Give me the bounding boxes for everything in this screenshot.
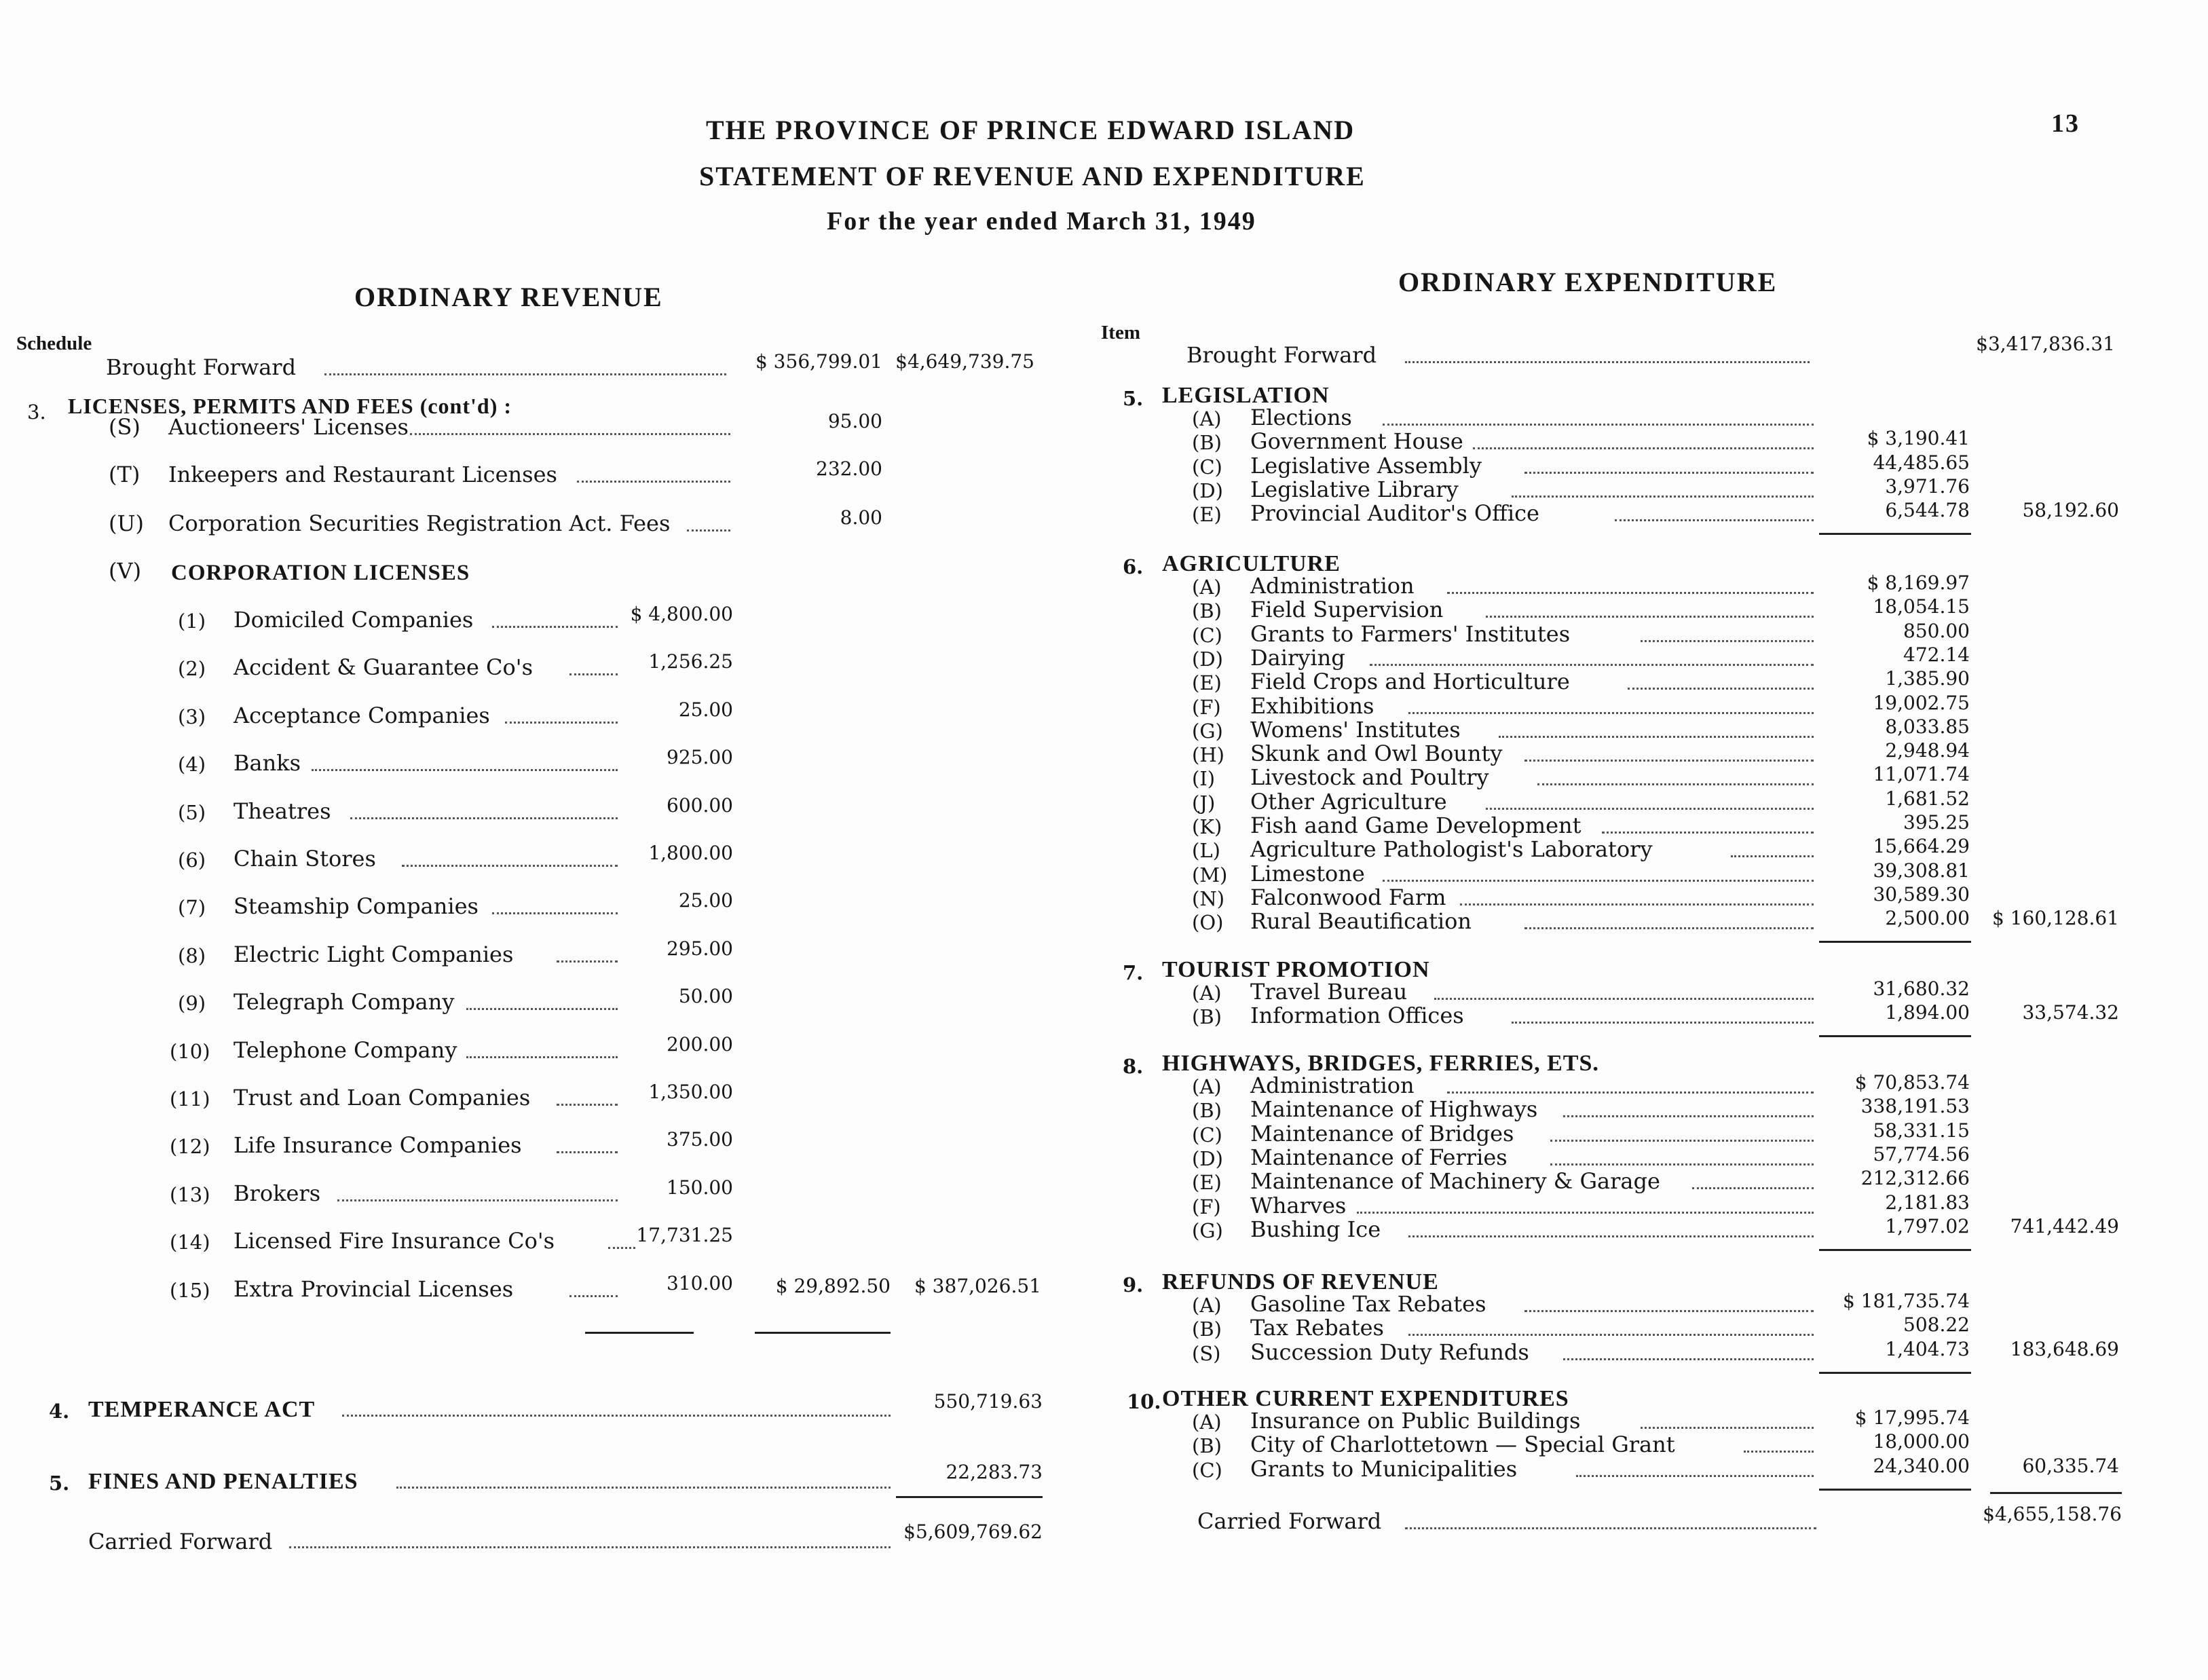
expenditure-carried-forward-label: Carried Forward bbox=[1197, 1508, 1382, 1534]
corp-item-number: (12) bbox=[170, 1135, 210, 1159]
exp-item-amount: 58,331.15 bbox=[1873, 1119, 1970, 1142]
exp-item-amount: 11,071.74 bbox=[1873, 763, 1970, 786]
exp-item-amount: 1,797.02 bbox=[1885, 1214, 1970, 1237]
exp-item-code: (C) bbox=[1192, 1458, 1222, 1482]
exp-item-label: Falconwood Farm bbox=[1250, 884, 1446, 910]
exp-item-code: (D) bbox=[1192, 647, 1223, 671]
corp-item-amount: 1,800.00 bbox=[648, 842, 733, 864]
leader-dots bbox=[557, 960, 618, 963]
exp-item-code: (K) bbox=[1192, 815, 1222, 838]
section-4-title: TEMPERANCE ACT bbox=[88, 1397, 316, 1422]
exp-item-amount: 1,404.73 bbox=[1885, 1337, 1970, 1360]
exp-item-label: Legislative Library bbox=[1250, 476, 1459, 502]
corp-item-amount: 17,731.25 bbox=[636, 1224, 733, 1247]
underline-rule bbox=[1819, 533, 1971, 535]
expenditure-brought-forward-label: Brought Forward bbox=[1186, 342, 1377, 368]
corp-item-number: (13) bbox=[170, 1182, 210, 1206]
leader-dots bbox=[608, 1247, 635, 1249]
exp-item-label: Skunk and Owl Bounty bbox=[1250, 741, 1503, 767]
exp-item-label: Grants to Farmers' Institutes bbox=[1250, 620, 1571, 647]
exp-item-amount: 18,000.00 bbox=[1873, 1430, 1970, 1453]
section-4-number: 4. bbox=[49, 1400, 70, 1423]
exp-item-label: City of Charlottetown — Special Grant bbox=[1250, 1432, 1675, 1458]
title-line-1: THE PROVINCE OF PRINCE EDWARD ISLAND bbox=[706, 115, 1355, 145]
corp-item-amount: 1,256.25 bbox=[648, 650, 733, 673]
exp-item-label: Administration bbox=[1250, 573, 1415, 599]
exp-item-code: (G) bbox=[1192, 1218, 1223, 1242]
exp-item-code: (A) bbox=[1192, 1294, 1222, 1317]
exp-item-code: (N) bbox=[1192, 886, 1225, 910]
exp-item-label: Gasoline Tax Rebates bbox=[1250, 1291, 1486, 1317]
exp-item-label: Wharves bbox=[1250, 1192, 1347, 1218]
exp-item-code: (B) bbox=[1192, 1318, 1222, 1341]
leader-dots bbox=[1370, 664, 1814, 666]
exp-item-label: Dairying bbox=[1250, 644, 1345, 671]
corp-item-label: Chain Stores bbox=[233, 846, 376, 872]
exp-item-code: (I) bbox=[1192, 767, 1216, 791]
leader-dots bbox=[337, 1199, 618, 1201]
title-line-2: STATEMENT OF REVENUE AND EXPENDITURE bbox=[699, 161, 1366, 191]
corp-item-amount: 1,350.00 bbox=[648, 1081, 733, 1103]
leader-dots bbox=[1383, 880, 1814, 882]
revenue-heading: ORDINARY REVENUE bbox=[354, 282, 663, 312]
exp-item-label: Maintenance of Ferries bbox=[1250, 1144, 1508, 1170]
leader-dots bbox=[1641, 640, 1814, 642]
item-amount: 95.00 bbox=[827, 410, 882, 432]
leader-dots bbox=[1357, 1212, 1814, 1214]
corp-item-amount: 50.00 bbox=[678, 985, 733, 1008]
exp-item-label: Information Offices bbox=[1250, 1003, 1464, 1029]
exp-item-code: (B) bbox=[1192, 599, 1222, 623]
exp-item-code: (B) bbox=[1192, 1099, 1222, 1123]
corp-item-label: Life Insurance Companies bbox=[233, 1132, 522, 1159]
underline-rule bbox=[1819, 941, 1971, 943]
exp-item-code: (B) bbox=[1192, 431, 1222, 455]
item-code: (U) bbox=[109, 510, 144, 536]
leader-dots bbox=[1615, 519, 1814, 521]
exp-item-label: Field Crops and Horticulture bbox=[1250, 669, 1570, 695]
leader-dots bbox=[505, 722, 618, 724]
leader-dots bbox=[1486, 808, 1814, 810]
exp-section-number: 8. bbox=[1123, 1055, 1144, 1078]
corp-item-number: (1) bbox=[178, 610, 206, 633]
exp-item-label: Succession Duty Refunds bbox=[1250, 1339, 1529, 1365]
section-5-title: FINES AND PENALTIES bbox=[88, 1469, 358, 1494]
corp-item-label: Electric Light Companies bbox=[233, 941, 514, 967]
exp-section-title: LEGISLATION bbox=[1162, 383, 1330, 408]
corp-item-amount: 25.00 bbox=[678, 889, 733, 912]
schedule-label: Schedule bbox=[16, 333, 92, 354]
title-line-3: For the year ended March 31, 1949 bbox=[827, 207, 1256, 236]
leader-dots bbox=[1512, 496, 1814, 498]
exp-item-code: (A) bbox=[1192, 1075, 1222, 1098]
underline-rule bbox=[1819, 1372, 1971, 1374]
exp-item-code: (B) bbox=[1192, 1434, 1222, 1458]
exp-item-amount: 57,774.56 bbox=[1873, 1142, 1970, 1165]
corp-item-amount: $ 4,800.00 bbox=[630, 603, 733, 625]
corp-licenses-title: CORPORATION LICENSES bbox=[171, 561, 470, 585]
corp-item-number: (3) bbox=[178, 705, 206, 728]
exp-item-label: Elections bbox=[1250, 405, 1352, 430]
exp-item-code: (E) bbox=[1192, 503, 1222, 527]
leader-dots bbox=[557, 1151, 618, 1153]
leader-dots bbox=[1563, 1115, 1814, 1117]
underline-rule bbox=[1990, 1492, 2122, 1494]
corp-item-number: (9) bbox=[178, 992, 206, 1015]
corp-item-amount: 25.00 bbox=[678, 698, 733, 721]
exp-item-amount: $ 17,995.74 bbox=[1854, 1406, 1970, 1429]
leader-dots bbox=[1550, 1140, 1814, 1142]
leader-dots bbox=[410, 433, 730, 435]
leader-dots bbox=[1383, 424, 1814, 426]
corp-item-amount: 375.00 bbox=[667, 1128, 733, 1151]
exp-item-label: Fish aand Game Development bbox=[1250, 813, 1582, 838]
leader-dots bbox=[312, 769, 618, 771]
exp-item-label: Womens' Institutes bbox=[1250, 716, 1461, 743]
leader-dots bbox=[466, 1056, 618, 1058]
leader-dots bbox=[342, 1415, 891, 1417]
revenue-carried-forward-amount: $5,609,769.62 bbox=[903, 1520, 1043, 1543]
exp-item-amount: 508.22 bbox=[1903, 1313, 1970, 1337]
item-label: Inkeepers and Restaurant Licenses bbox=[168, 462, 557, 487]
exp-item-label: Travel Bureau bbox=[1250, 979, 1408, 1005]
exp-item-label: Field Supervision bbox=[1250, 597, 1444, 623]
expenditure-carried-forward-amount: $4,655,158.76 bbox=[1983, 1503, 2122, 1525]
corp-item-amount: 310.00 bbox=[667, 1271, 733, 1294]
leader-dots bbox=[1744, 1451, 1814, 1453]
item-code: (S) bbox=[109, 414, 141, 440]
leader-dots bbox=[492, 626, 618, 628]
leader-dots bbox=[1524, 927, 1814, 929]
corp-item-number: (7) bbox=[178, 896, 206, 920]
revenue-carried-forward-label: Carried Forward bbox=[88, 1529, 273, 1554]
exp-item-code: (J) bbox=[1192, 791, 1216, 815]
corp-item-amount: 295.00 bbox=[667, 937, 733, 960]
corp-item-amount: 600.00 bbox=[667, 794, 733, 817]
exp-item-code: (A) bbox=[1192, 982, 1222, 1005]
corp-item-label: Brokers bbox=[233, 1180, 321, 1206]
item-amount: 8.00 bbox=[840, 506, 882, 529]
exp-item-amount: 1,681.52 bbox=[1885, 787, 1970, 810]
exp-item-amount: 338,191.53 bbox=[1860, 1095, 1970, 1118]
leader-dots bbox=[466, 1008, 618, 1010]
leader-dots bbox=[569, 1295, 618, 1297]
corp-item-number: (14) bbox=[170, 1231, 210, 1254]
exp-item-label: Maintenance of Machinery & Garage bbox=[1250, 1168, 1660, 1195]
exp-item-amount: 30,589.30 bbox=[1873, 882, 1970, 906]
exp-item-amount: 212,312.66 bbox=[1860, 1167, 1970, 1190]
corp-item-label: Trust and Loan Companies bbox=[233, 1085, 531, 1110]
corp-item-label: Steamship Companies bbox=[233, 893, 479, 920]
leader-dots bbox=[1641, 1427, 1814, 1429]
exp-item-amount: 395.25 bbox=[1903, 811, 1970, 834]
leader-dots bbox=[1628, 688, 1814, 690]
corp-item-amount: 200.00 bbox=[667, 1032, 733, 1056]
exp-item-label: Maintenance of Bridges bbox=[1250, 1120, 1514, 1146]
item-amount: 232.00 bbox=[816, 458, 882, 480]
corp-item-number: (5) bbox=[178, 800, 206, 824]
exp-section-number: 5. bbox=[1123, 387, 1144, 410]
exp-item-amount: 44,485.65 bbox=[1873, 451, 1970, 474]
item-label: Item bbox=[1101, 322, 1140, 343]
exp-item-amount: $ 8,169.97 bbox=[1867, 572, 1970, 594]
revenue-brought-forward-amount-2: $4,649,739.75 bbox=[895, 350, 1034, 373]
corp-item-number: (8) bbox=[178, 944, 206, 967]
exp-item-code: (H) bbox=[1192, 743, 1224, 767]
corp-item-number: (2) bbox=[178, 657, 206, 681]
exp-item-label: Administration bbox=[1250, 1072, 1415, 1098]
leader-dots bbox=[1563, 1358, 1814, 1360]
exp-section-title: REFUNDS OF REVENUE bbox=[1162, 1269, 1439, 1294]
exp-item-label: Tax Rebates bbox=[1250, 1315, 1384, 1341]
exp-section-total: 33,574.32 bbox=[2022, 1001, 2119, 1024]
exp-item-amount: 2,948.94 bbox=[1885, 739, 1970, 762]
leader-dots bbox=[1447, 1091, 1814, 1094]
leader-dots bbox=[1512, 1022, 1814, 1024]
exp-section-title: TOURIST PROMOTION bbox=[1162, 957, 1430, 982]
leader-dots bbox=[1576, 1475, 1814, 1477]
leader-dots bbox=[402, 865, 618, 867]
leader-dots bbox=[1602, 832, 1814, 834]
leader-dots bbox=[289, 1546, 891, 1548]
leader-dots bbox=[1486, 616, 1814, 618]
exp-item-label: Legislative Assembly bbox=[1250, 452, 1482, 479]
leader-dots bbox=[1524, 760, 1814, 762]
revenue-brought-forward-amount-1: $ 356,799.01 bbox=[755, 350, 882, 373]
exp-item-label: Government House bbox=[1250, 428, 1463, 455]
leader-dots bbox=[396, 1487, 891, 1489]
exp-item-amount: $ 70,853.74 bbox=[1854, 1071, 1970, 1094]
exp-item-code: (B) bbox=[1192, 1005, 1222, 1029]
leader-dots bbox=[577, 481, 730, 483]
exp-item-amount: 1,385.90 bbox=[1885, 667, 1970, 690]
exp-section-total: 60,335.74 bbox=[2022, 1454, 2119, 1477]
exp-item-code: (F) bbox=[1192, 695, 1221, 719]
corp-item-amount: 150.00 bbox=[667, 1176, 733, 1199]
exp-item-amount: 6,544.78 bbox=[1885, 499, 1970, 522]
exp-item-amount: 2,500.00 bbox=[1885, 907, 1970, 930]
corp-item-label: Banks bbox=[233, 750, 301, 777]
page-number: 13 bbox=[2051, 109, 2080, 138]
exp-section-title: AGRICULTURE bbox=[1162, 551, 1341, 576]
corp-item-label: Telephone Company bbox=[233, 1037, 457, 1063]
exp-item-label: Livestock and Poultry bbox=[1250, 764, 1489, 791]
leader-dots bbox=[1524, 1310, 1814, 1312]
exp-section-number: 7. bbox=[1123, 961, 1144, 984]
exp-item-label: Maintenance of Highways bbox=[1250, 1096, 1538, 1123]
exp-item-amount: 39,308.81 bbox=[1873, 859, 1970, 882]
exp-item-label: Insurance on Public Buildings bbox=[1250, 1408, 1581, 1434]
corp-item-label: Extra Provincial Licenses bbox=[233, 1275, 514, 1302]
underline-rule bbox=[896, 1496, 1043, 1498]
exp-item-amount: $ 3,190.41 bbox=[1867, 427, 1970, 450]
revenue-brought-forward-label: Brought Forward bbox=[106, 354, 297, 380]
exp-item-code: (S) bbox=[1192, 1341, 1221, 1365]
leader-dots bbox=[1550, 1163, 1814, 1165]
expenditure-heading: ORDINARY EXPENDITURE bbox=[1398, 267, 1778, 297]
exp-section-title: OTHER CURRENT EXPENDITURES bbox=[1162, 1386, 1569, 1411]
exp-item-code: (C) bbox=[1192, 455, 1222, 479]
leader-dots bbox=[1692, 1187, 1814, 1189]
section-3-total: $ 387,026.51 bbox=[914, 1275, 1041, 1297]
corp-item-number: (4) bbox=[178, 753, 206, 777]
corp-licenses-subtotal: $ 29,892.50 bbox=[775, 1275, 891, 1297]
leader-dots bbox=[569, 673, 618, 675]
exp-item-amount: 19,002.75 bbox=[1873, 691, 1970, 714]
exp-section-total: 741,442.49 bbox=[2010, 1214, 2119, 1237]
underline-rule bbox=[1819, 1489, 1971, 1491]
exp-item-amount: 24,340.00 bbox=[1873, 1454, 1970, 1477]
underline-rule bbox=[585, 1332, 694, 1334]
corp-item-number: (11) bbox=[170, 1087, 210, 1110]
exp-item-label: Exhibitions bbox=[1250, 692, 1374, 719]
exp-section-total: 58,192.60 bbox=[2022, 499, 2119, 522]
exp-item-code: (M) bbox=[1192, 863, 1228, 886]
exp-item-code: (D) bbox=[1192, 1146, 1223, 1170]
leader-dots bbox=[1460, 903, 1814, 906]
exp-item-label: Bushing Ice bbox=[1250, 1216, 1381, 1242]
corp-licenses-code: (V) bbox=[109, 558, 142, 584]
exp-item-amount: 8,033.85 bbox=[1885, 715, 1970, 738]
leader-dots bbox=[1405, 361, 1810, 363]
exp-section-total: 183,648.69 bbox=[2010, 1337, 2119, 1360]
exp-section-total: $ 160,128.61 bbox=[1991, 907, 2119, 930]
exp-item-code: (L) bbox=[1192, 839, 1220, 863]
leader-dots bbox=[1473, 447, 1814, 449]
leader-dots bbox=[1405, 1527, 1816, 1529]
exp-item-code: (A) bbox=[1192, 1411, 1222, 1434]
section-5-number: 5. bbox=[49, 1472, 70, 1495]
leader-dots bbox=[1537, 783, 1814, 785]
section-3-title: LICENSES, PERMITS AND FEES (cont'd) : bbox=[68, 394, 512, 418]
exp-item-code: (C) bbox=[1192, 623, 1222, 647]
leader-dots bbox=[1408, 1334, 1814, 1336]
leader-dots bbox=[1524, 472, 1814, 474]
exp-item-amount: 472.14 bbox=[1903, 643, 1970, 666]
exp-item-code: (E) bbox=[1192, 1171, 1222, 1195]
underline-rule bbox=[1819, 1035, 1971, 1037]
corp-item-label: Acceptance Companies bbox=[233, 702, 490, 728]
leader-dots bbox=[324, 373, 726, 375]
corp-item-label: Telegraph Company bbox=[233, 989, 455, 1015]
leader-dots bbox=[1731, 855, 1814, 857]
exp-item-code: (A) bbox=[1192, 576, 1222, 599]
exp-section-number: 9. bbox=[1123, 1273, 1144, 1296]
leader-dots bbox=[687, 529, 730, 531]
exp-item-code: (C) bbox=[1192, 1123, 1222, 1146]
exp-item-amount: 1,894.00 bbox=[1885, 1001, 1970, 1024]
exp-section-number: 6. bbox=[1123, 555, 1144, 578]
exp-item-code: (G) bbox=[1192, 719, 1223, 743]
leader-dots bbox=[1499, 736, 1814, 738]
corp-item-number: (15) bbox=[170, 1278, 210, 1302]
corp-item-amount: 925.00 bbox=[667, 746, 733, 769]
exp-item-label: Agriculture Pathologist's Laboratory bbox=[1250, 836, 1653, 863]
exp-item-label: Limestone bbox=[1250, 860, 1365, 886]
leader-dots bbox=[1434, 998, 1814, 1000]
exp-item-code: (D) bbox=[1192, 479, 1223, 502]
exp-section-number: 10. bbox=[1127, 1390, 1161, 1413]
leader-dots bbox=[1447, 592, 1814, 594]
exp-section-title: HIGHWAYS, BRIDGES, FERRIES, ETS. bbox=[1162, 1051, 1599, 1076]
corp-item-label: Domiciled Companies bbox=[233, 607, 474, 633]
corp-item-number: (6) bbox=[178, 848, 206, 872]
leader-dots bbox=[492, 912, 618, 914]
exp-item-amount: 3,971.76 bbox=[1885, 474, 1970, 498]
exp-item-code: (F) bbox=[1192, 1195, 1221, 1218]
section-5-amount: 22,283.73 bbox=[946, 1461, 1043, 1483]
section-4-amount: 550,719.63 bbox=[933, 1390, 1043, 1413]
exp-item-label: Provincial Auditor's Office bbox=[1250, 500, 1539, 527]
exp-item-code: (A) bbox=[1192, 407, 1222, 430]
corp-item-label: Accident & Guarantee Co's bbox=[233, 654, 534, 681]
exp-item-amount: 15,664.29 bbox=[1873, 835, 1970, 858]
leader-dots bbox=[1408, 1235, 1814, 1237]
exp-item-amount: $ 181,735.74 bbox=[1842, 1290, 1970, 1312]
section-3-number: 3. bbox=[27, 400, 46, 424]
exp-item-amount: 18,054.15 bbox=[1873, 595, 1970, 618]
exp-item-code: (E) bbox=[1192, 671, 1222, 695]
corp-item-number: (10) bbox=[170, 1039, 210, 1063]
item-code: (T) bbox=[109, 462, 141, 487]
exp-item-label: Rural Beautification bbox=[1250, 908, 1472, 935]
underline-rule bbox=[755, 1332, 891, 1334]
leader-dots bbox=[1408, 712, 1814, 714]
leader-dots bbox=[557, 1104, 618, 1106]
item-label: Corporation Securities Registration Act. Fees bbox=[168, 510, 671, 536]
exp-item-label: Other Agriculture bbox=[1250, 788, 1447, 815]
exp-item-amount: 2,181.83 bbox=[1885, 1191, 1970, 1214]
expenditure-brought-forward-amount: $3,417,836.31 bbox=[1976, 333, 2115, 355]
corp-item-label: Licensed Fire Insurance Co's bbox=[233, 1228, 555, 1254]
exp-item-amount: 31,680.32 bbox=[1873, 977, 1970, 1000]
exp-item-label: Grants to Municipalities bbox=[1250, 1455, 1518, 1482]
underline-rule bbox=[1819, 1249, 1971, 1251]
corp-item-label: Theatres bbox=[233, 798, 331, 824]
item-label: Auctioneers' Licenses bbox=[168, 414, 409, 440]
exp-item-amount: 850.00 bbox=[1903, 619, 1970, 642]
leader-dots bbox=[350, 817, 618, 819]
exp-item-code: (O) bbox=[1192, 911, 1224, 935]
